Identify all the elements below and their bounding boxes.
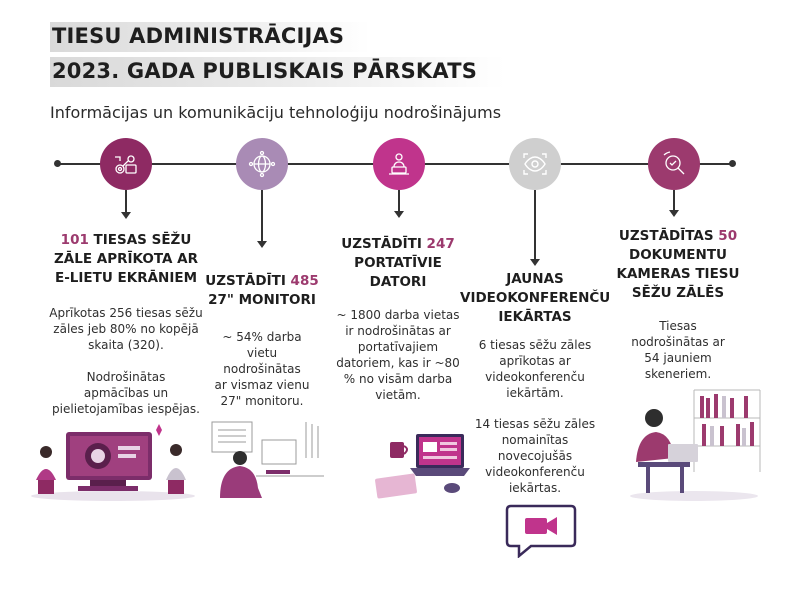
document-camera-illustration [624,382,764,502]
milestone-5-number: 50 [718,228,738,244]
milestone-5-connector [673,190,675,211]
milestone-4-circle [509,138,561,190]
milestone-5 [608,227,748,382]
laptop-desk-illustration [372,428,472,500]
milestone-1-connector [125,190,127,213]
milestone-2-connector [261,190,263,242]
milestone-2-arrow [257,241,267,248]
big-screen-meeting-illustration [28,420,198,502]
globe-network-icon [247,149,277,179]
milestone-1 [36,231,216,417]
document-scan-icon [659,149,689,179]
milestone-1-number: 101 [60,232,89,248]
page-title-line-1: TIESU ADMINISTRĀCIJAS [52,24,345,48]
milestone-4-text: 6 tiesas sēžu zāles aprīkotas ar videokonferenču iekārtām. 14 tiesas sēžu zāles nomainītas novecojušās videokonferenču iekārtas. [474,338,596,495]
milestone-5-arrow [669,210,679,217]
milestone-2 [196,272,328,409]
eye-scan-icon [520,149,550,179]
milestone-1-circle [100,138,152,190]
milestone-3 [328,235,468,403]
milestone-3-number: 247 [426,236,455,252]
milestone-2-circle [236,138,288,190]
page-title-line-2: 2023. GADA PUBLISKAIS PĀRSKATS [52,59,478,83]
milestone-4-heading: JAUNAS VIDEOKONFERENČU IEKĀRTAS [460,271,611,325]
gears-network-icon [111,149,141,179]
milestone-3-arrow [394,211,404,218]
milestone-2-number: 485 [290,273,319,289]
milestone-3-text: ~ 1800 darba vietas ir nodrošinātas ar portatīvajiem datoriem, kas ir ~80 % no visām darba vietām. [336,308,460,402]
milestone-1-heading: 101 TIESAS SĒŽU ZĀLE APRĪKOTA AR E-LIETU EKRĀNIEM [53,232,198,286]
milestone-5-heading: UZSTĀDĪTAS 50 DOKUMENTU KAMERAS TIESU SĒŽU ZĀLĒS [616,228,740,301]
milestone-3-connector [398,190,400,212]
milestone-5-text: Tiesas nodrošinātas ar 54 jauniem skeneriem. [631,319,725,381]
timeline-end-dot [729,160,736,167]
milestone-5-circle [648,138,700,190]
laptop-user-icon [384,149,414,179]
milestone-4 [460,270,610,496]
page-subtitle: Informācijas un komunikāciju tehnoloģiju nodrošinājums [50,103,502,122]
milestone-2-heading: UZSTĀDĪTI 485 27" MONITORI [205,273,319,308]
milestone-1-arrow [121,212,131,219]
milestone-2-text: ~ 54% darba vietu nodrošinātas ar vismaz vienu 27" monitoru. [214,330,310,408]
monitor-user-illustration [206,418,326,500]
video-call-icon [505,502,577,558]
milestone-1-text: Aprīkotas 256 tiesas sēžu zāles jeb 80% no kopējā skaita (320). Nodrošinātas apmācības un pielietojamības iespējas. [49,306,203,416]
milestone-3-heading: UZSTĀDĪTI 247 PORTATĪVIE DATORI [341,236,455,290]
milestone-4-connector [534,190,536,260]
milestone-3-circle [373,138,425,190]
milestone-4-arrow [530,259,540,266]
